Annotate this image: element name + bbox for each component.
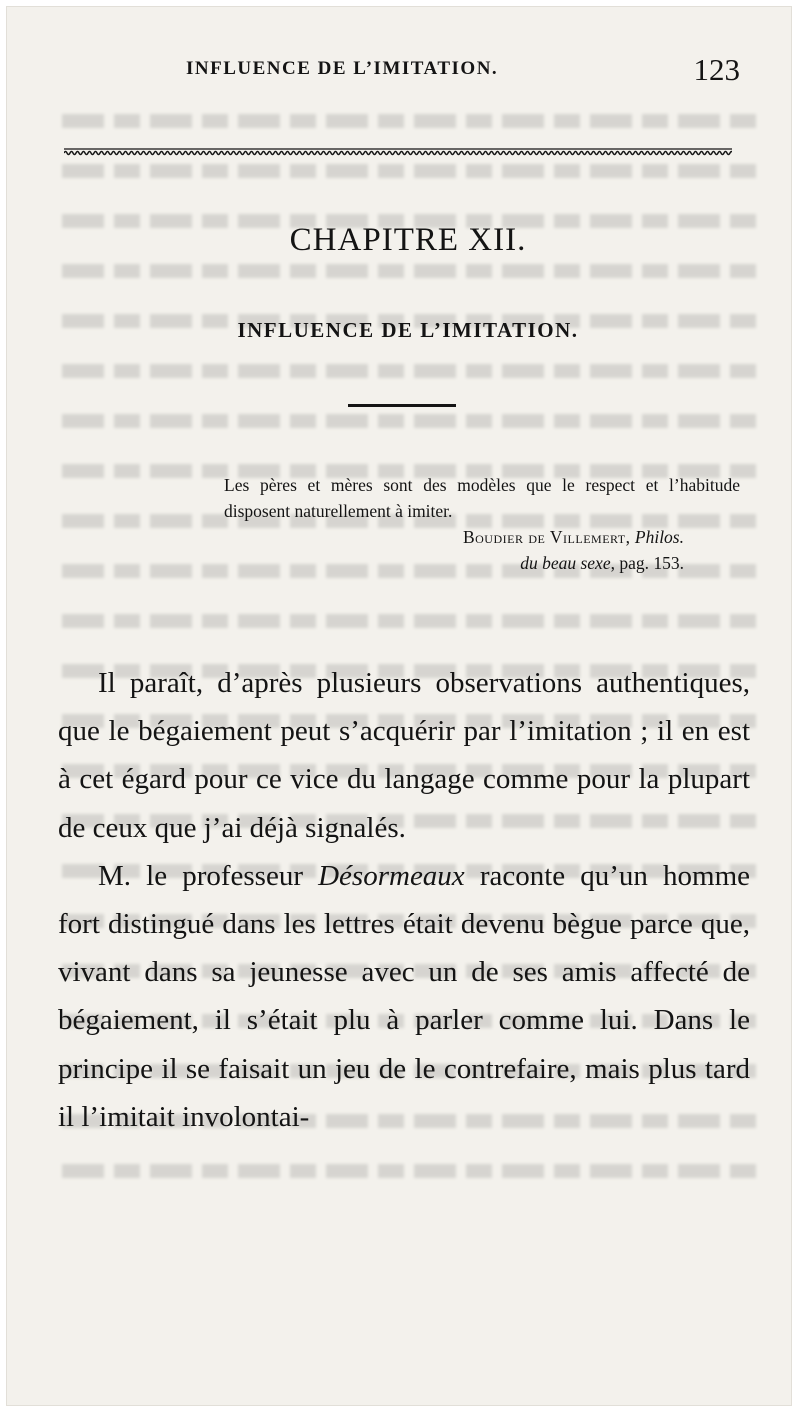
paragraph-2-rest: raconte qu’un homme fort distingué dans les lettres était devenu bègue parce que, vivant dans sa jeunesse avec un de ses amis affecté de bégaiement, il s’était plu à parler comme lui. Dans le principe il se faisait un jeu de le contrefaire, mais plus tard il l’imitait involontai- bbox=[58, 859, 751, 1133]
epigraph-author: Boudier de Villemert, bbox=[462, 527, 631, 547]
book-page bbox=[6, 6, 792, 1406]
epigraph-citation bbox=[224, 524, 740, 576]
epigraph-work-line2: du beau sexe bbox=[520, 553, 611, 573]
paragraph-2 bbox=[58, 852, 750, 1141]
paragraph-2-name: Désormeaux bbox=[318, 859, 465, 892]
section-divider bbox=[348, 404, 456, 407]
wavy-rule bbox=[64, 146, 732, 156]
body-text bbox=[58, 659, 750, 1141]
epigraph bbox=[224, 472, 740, 576]
running-head: INFLUENCE DE L’IMITATION. bbox=[186, 58, 499, 79]
chapter-number: CHAPITRE XII. bbox=[289, 222, 527, 258]
chapter-title: INFLUENCE DE L’IMITATION. bbox=[237, 318, 579, 342]
paragraph-2-start: M. le professeur bbox=[98, 859, 303, 892]
epigraph-work-line1: Philos. bbox=[634, 527, 684, 547]
page-number: 123 bbox=[693, 52, 740, 87]
epigraph-text: Les pères et mères sont des modèles que le respect et l’habitude disposent naturellement à imiter. bbox=[224, 475, 740, 521]
paragraph-1: Il paraît, d’après plusieurs observations authentiques, que le bégaiement peut s’acquérir par l’imitation ; il en est à cet égard pour ce vice du langage comme pour la plupart de ceux que j’ai déjà signalés. bbox=[58, 667, 750, 844]
epigraph-page-ref: , pag. 153. bbox=[610, 553, 684, 573]
